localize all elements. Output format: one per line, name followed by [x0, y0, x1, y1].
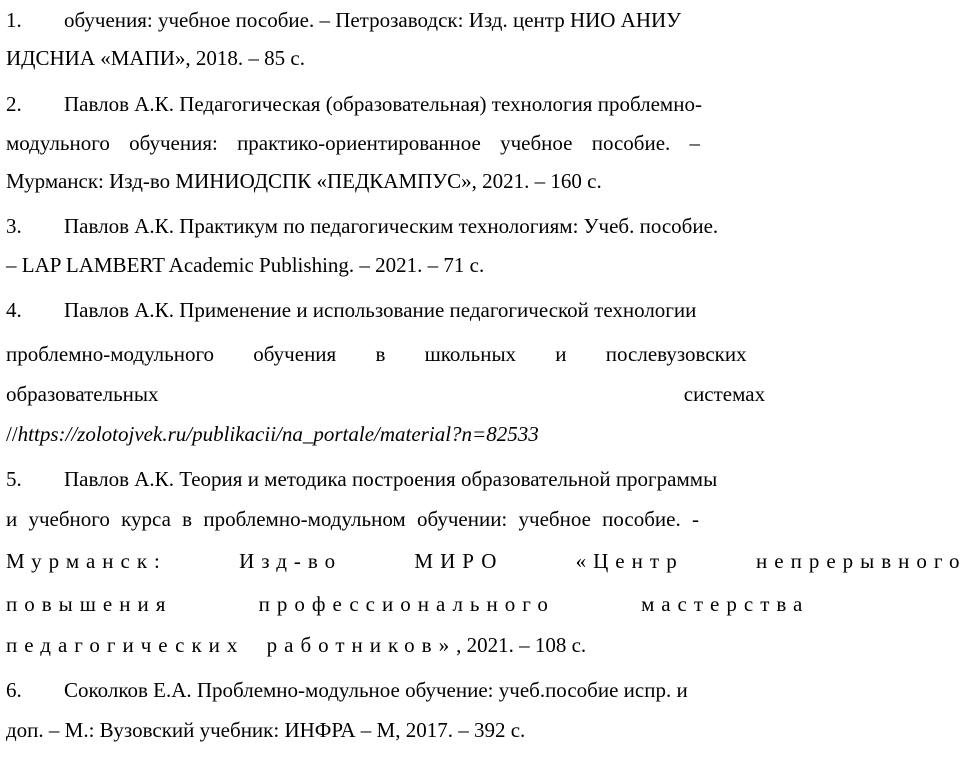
reference-number: 2. [6, 92, 22, 116]
reference-item-6-line-1 [6, 672, 810, 708]
reference-number: 1. [6, 8, 22, 32]
reference-item-2-line-3: Мурманск: Изд-во МИНИОДСПК «ПЕДКАМПУС», 2021. – 160 с. [6, 169, 602, 193]
reference-text: Павлов А.К. Педагогическая (образовательная) технология проблемно- [64, 92, 702, 116]
reference-text [64, 2, 810, 38]
reference-number: 3. [6, 214, 22, 238]
reference-item-5-line-2: и учебного курса в проблемно-модульном обучении: учебное пособие. - [6, 507, 699, 531]
reference-text: Павлов А.К. Применение и использование педагогической технологии [64, 298, 697, 322]
reference-item-5-line-4: повышения профессионального мастерства [6, 592, 810, 616]
reference-item-2-line-2: модульного обучения: практико-ориентированное учебное пособие. – [6, 131, 701, 155]
reference-item-4-line-2: проблемно-модульного обучения в школьных и послевузовских [6, 342, 747, 366]
reference-item-5-line-3: Мурманск: Изд-во МИРО «Центр непрерывного [6, 549, 967, 573]
reference-item-3-line-1 [6, 208, 810, 244]
reference-item-1-line-1 [6, 2, 810, 38]
reference-url-link[interactable]: https://zolotojvek.ru/publikacii/na_portale/material?n=82533 [17, 422, 539, 446]
link-prefix: // [6, 422, 18, 446]
reference-text: Павлов А.К. Практикум по педагогическим технологиям: Учеб. пособие. [64, 214, 719, 238]
spaced-text: педагогических работников» [6, 633, 457, 657]
reference-text: Соколков Е.А. Проблемно-модульное обучение: учеб.пособие испр. и [64, 678, 688, 702]
reference-item-5-line-5 [6, 627, 810, 663]
reference-item-3-line-2: – LAP LAMBERT Academic Publishing. – 2021. – 71 с. [6, 253, 485, 277]
reference-text-segment: обучения: учебное пособие. – Петрозаводск: Изд. центр НИО АНИУ [64, 8, 682, 32]
reference-item-4-line-1 [6, 292, 810, 328]
reference-item-1-line-2: ИДСНИА «МАПИ», 2018. – 85 с. [6, 46, 305, 70]
reference-number: 5. [6, 467, 22, 491]
reference-item-5-line-1 [6, 461, 810, 497]
reference-item-4-link-line [6, 416, 810, 452]
reference-item-2-line-1 [6, 86, 810, 122]
reference-text: Павлов А.К. Теория и методика построения образовательной программы [64, 467, 718, 491]
reference-tail-text: , 2021. – 108 с. [456, 633, 587, 657]
reference-item-4-line-3: образовательных системах [6, 382, 766, 406]
reference-item-6-line-2: доп. – М.: Вузовский учебник: ИНФРА – М, 2017. – 392 с. [6, 718, 526, 742]
reference-number: 4. [6, 298, 22, 322]
reference-number: 6. [6, 678, 22, 702]
